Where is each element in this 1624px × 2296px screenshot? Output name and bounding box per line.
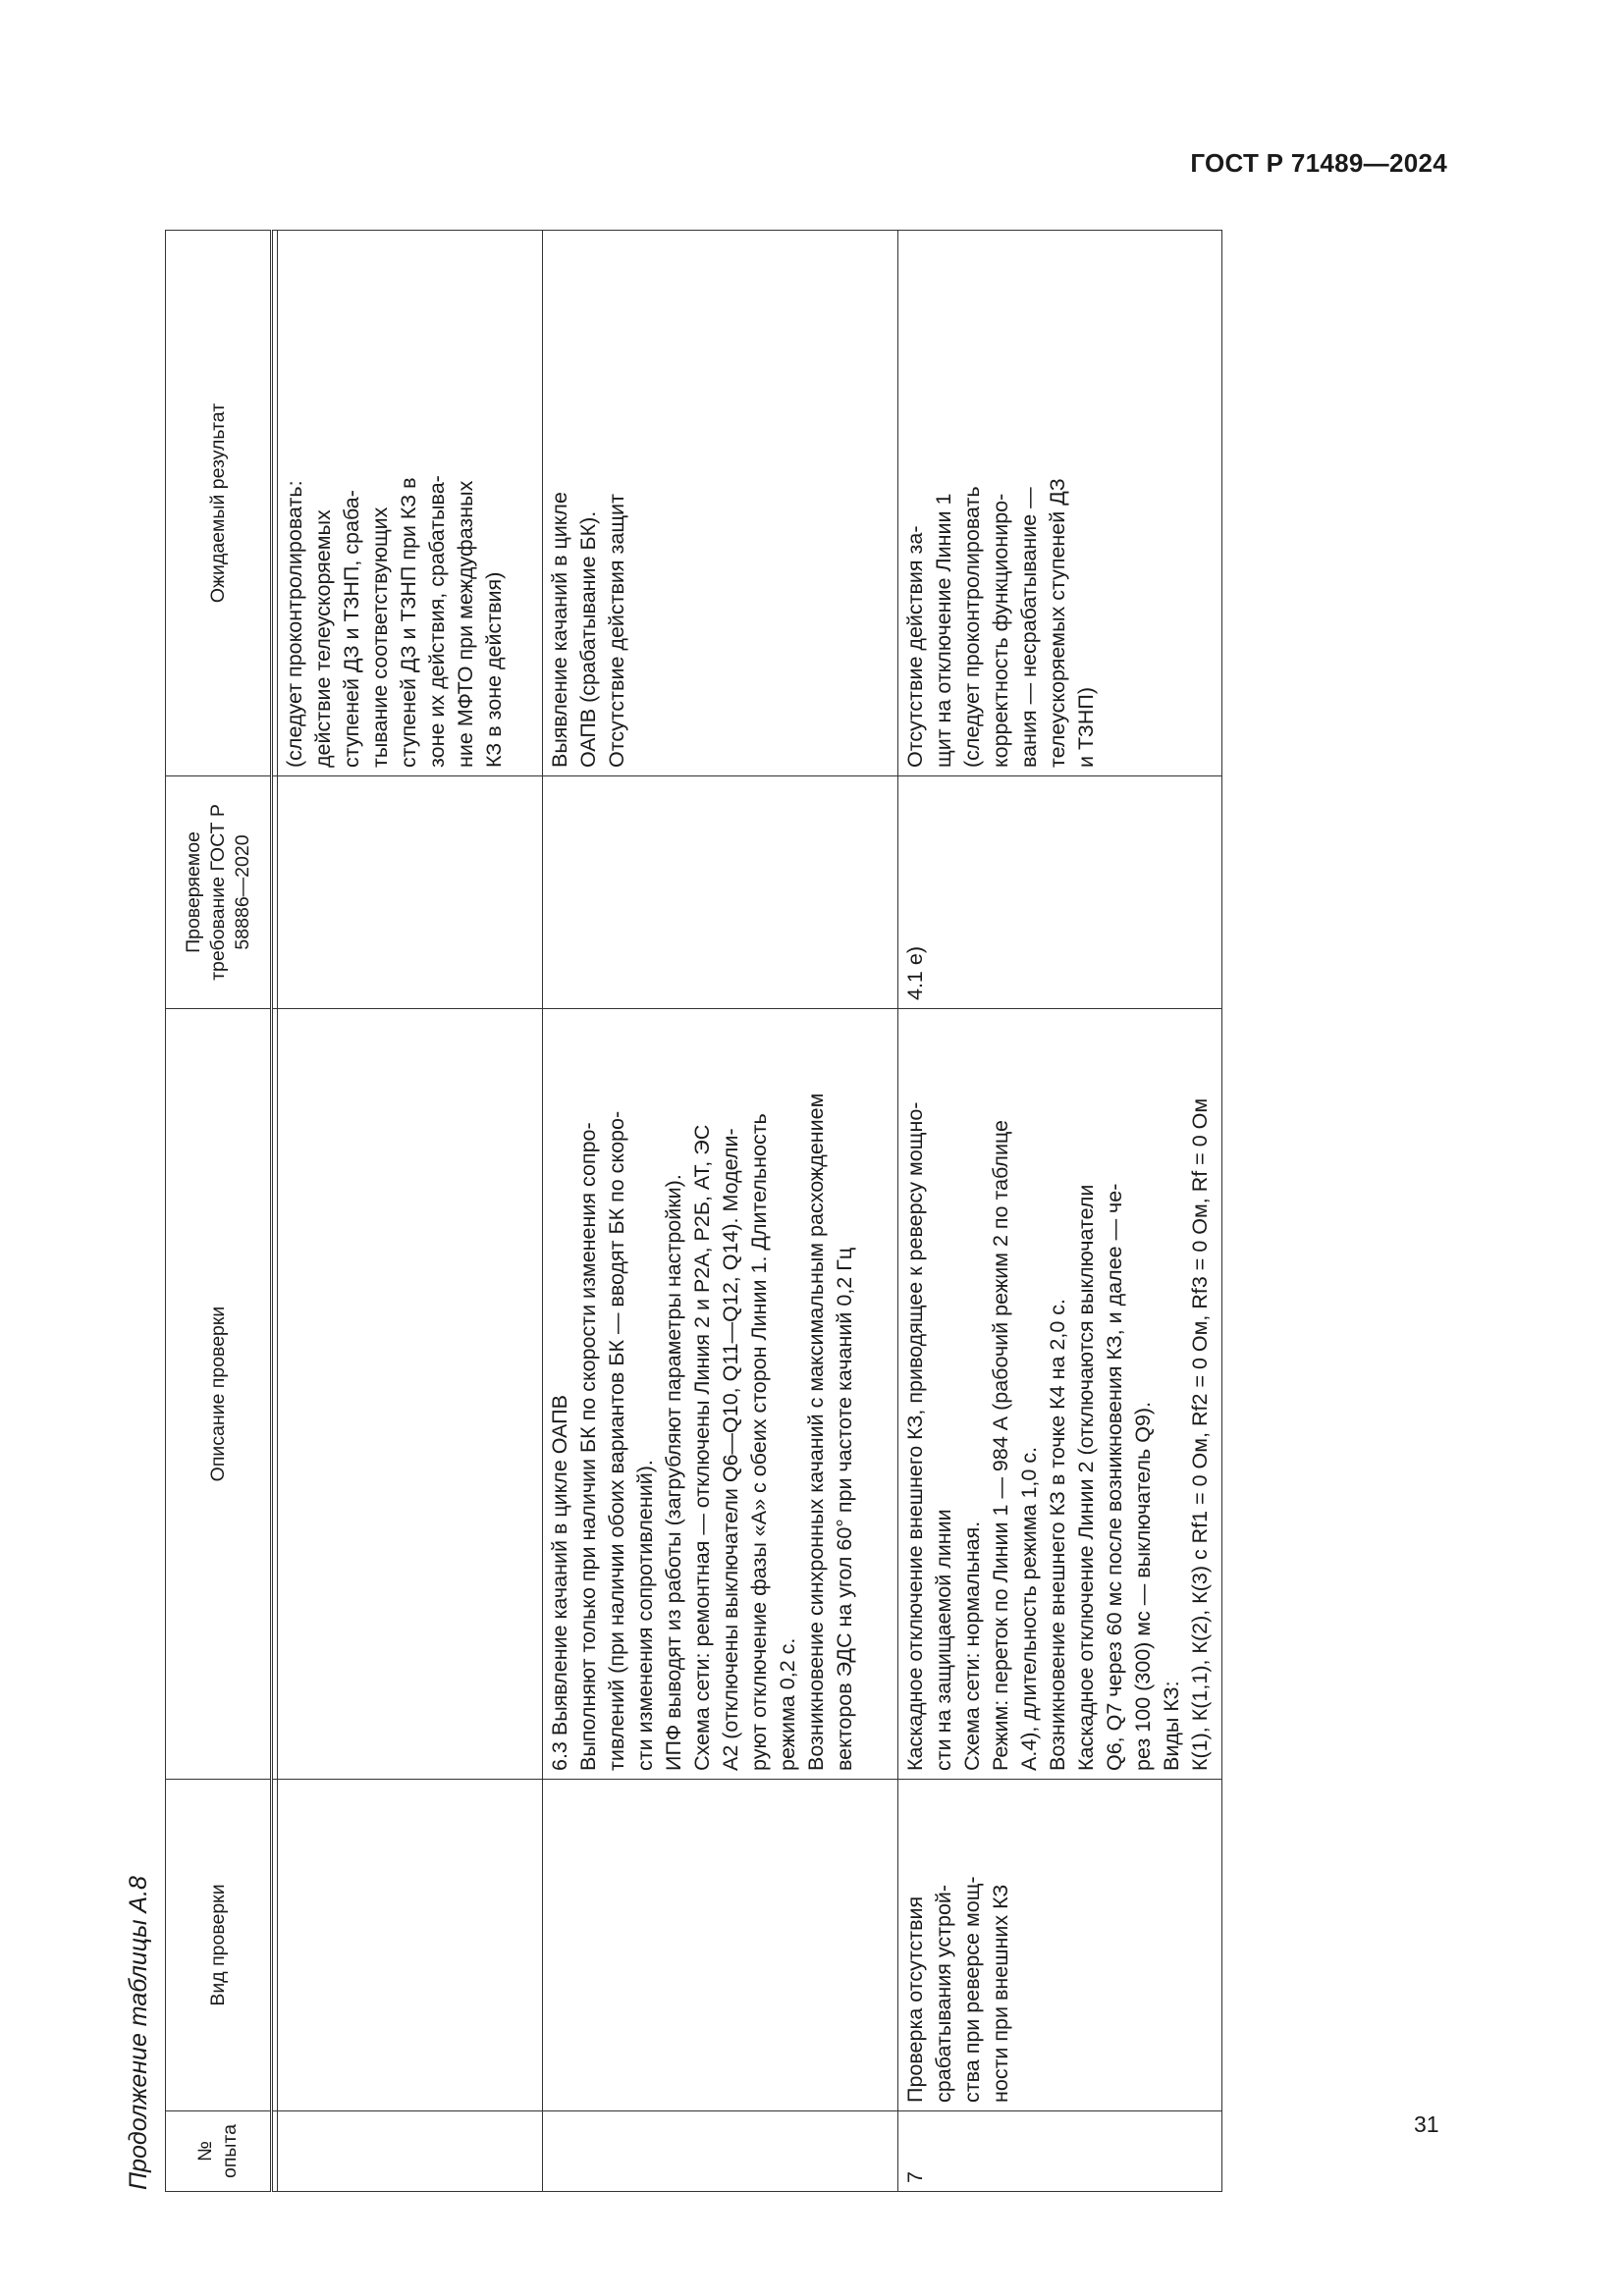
table-caption: Продолжение таблицы А.8 [125,1876,152,2190]
table-row [898,231,1222,2192]
document-code: ГОСТ Р 71489—2024 [1190,148,1447,178]
cell-number [543,2111,898,2192]
table-row [278,231,543,2192]
cell-number: 7 [898,2111,1222,2192]
cell-result: Выявление качаний в цикле ОАПВ (срабатывание БК). Отсутствие действия защит [543,231,898,776]
table-header-row [166,231,272,2192]
cell-type [543,1780,898,2111]
fault-types-line: К(1), К(1,1), К(2), К(3) с Rf1 = 0 Ом, Rf2 = 0 Ом, Rf3 = 0 Ом, Rf = 0 Ом [1188,1097,1212,1771]
test-table [165,230,1222,2192]
cell-description: 6.3 Выявление качаний в цикле ОАПВ Выполняют только при наличии БК по скорости изменения сопро- тивлений (при наличии обоих вариантов БК — вводят БК по скоро- сти изменения сопротивлений). ИПФ выводят из работы (загрубляют параметры настройки). Схема сети: ремонтная — отключены Линия 2 и Р2А, Р2Б, АТ, ЭС А2 (отключены выключатели Q6—Q10, Q11—Q12, Q14). Модели- руют отключение фазы «А» с обеих сторон Линии 1. Длительность режима 0,2 с. Возникновение синхронных качаний с максимальным расхождением векторов ЭДС на угол 60° при частоте качаний 0,2 Гц [543,1009,898,1780]
rotated-table-block [116,229,1212,2192]
cell-description: Каскадное отключение внешнего КЗ, приводящее к реверсу мощно- сти на защищаемой линии Схема сети: нормальная. Режим: переток по Линии 1 — 984 А (рабочий режим 2 по таблице А.4), длительность режима 1,0 с. Возникновение внешнего КЗ в точке К4 на 2,0 с. Каскадное отключение Линии 2 (отключаются выключатели Q6, Q7 через 60 мс после возникновения КЗ, и далее — че- рез 100 (300) мс — выключатель Q9). Виды КЗ: К(1), К(1,1), К(2), К(3) с Rf1 = 0 Ом, Rf2 = 0 Ом, Rf3 = 0 Ом, Rf = 0 Ом [898,1009,1222,1780]
cell-result: (следует проконтролировать: действие телеускоряемых ступеней ДЗ и ТЗНП, сраба- тывание соответствующих ступеней ДЗ и ТЗНП при КЗ в зоне их действия, срабатыва- ние МФТО при междуфазных КЗ в зоне действия) [278,231,543,776]
header-test-description: Описание проверки [166,1009,272,1780]
cell-requirement [278,776,543,1009]
header-test-number: № опыта [166,2111,272,2192]
header-requirement: Проверяемое требование ГОСТ Р 58886—2020 [166,776,272,1009]
page-number: 31 [1414,2111,1439,2137]
cell-requirement [543,776,898,1009]
cell-number [278,2111,543,2192]
cell-requirement: 4.1 е) [898,776,1222,1009]
cell-description [278,1009,543,1780]
table-row [543,231,898,2192]
header-test-type: Вид проверки [166,1780,272,2111]
cell-type [278,1780,543,2111]
cell-type: Проверка отсутствия срабатывания устрой- ства при реверсе мощ- ности при внешних КЗ [898,1780,1222,2111]
cell-result: Отсутствие действия за- щит на отключение Линии 1 (следует проконтролировать корректность функциониро- вания — несрабатывание — телеускоряемых ступеней ДЗ и ТЗНП) [898,231,1222,776]
header-expected-result: Ожидаемый результат [166,231,272,776]
